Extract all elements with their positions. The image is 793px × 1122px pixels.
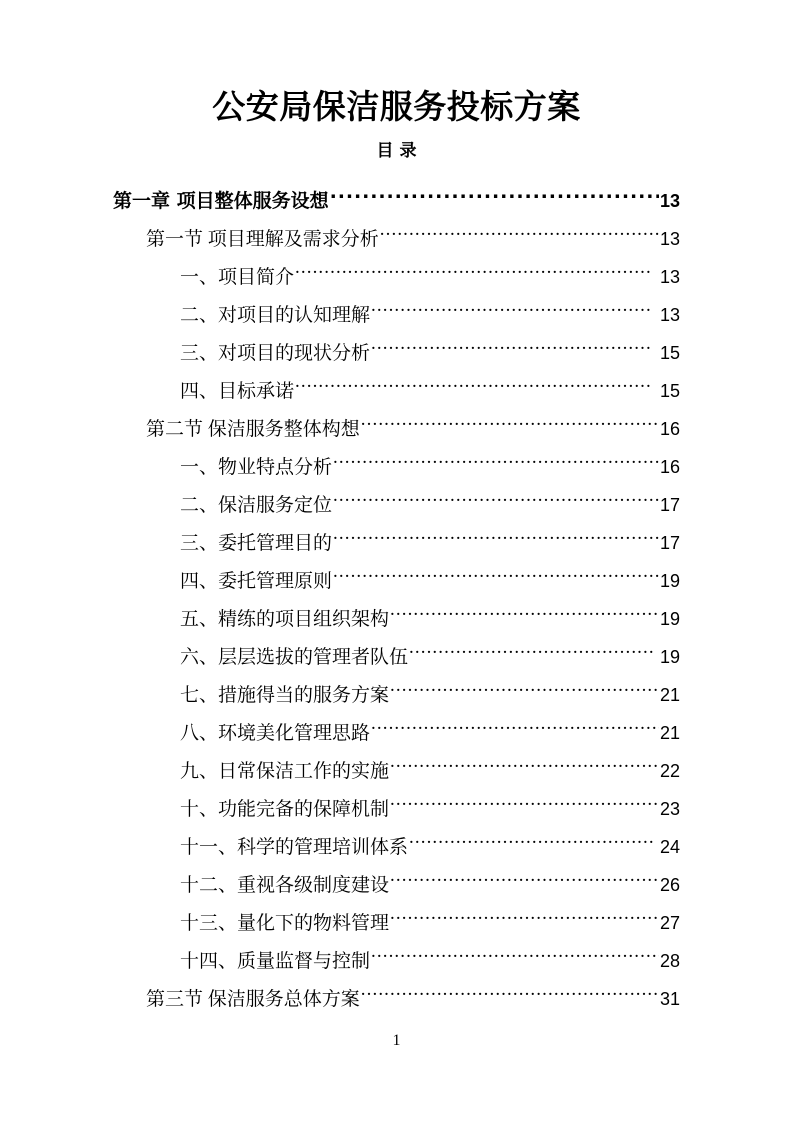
toc-dot-leader [333, 492, 659, 511]
toc-entry[interactable] [0, 220, 793, 258]
toc-entry[interactable] [0, 790, 793, 828]
toc-entry[interactable] [0, 600, 793, 638]
toc-dot-leader [371, 340, 653, 359]
toc-entry-page-number: 21 [659, 723, 680, 743]
toc-dot-leader [330, 188, 659, 207]
toc-dot-leader [390, 682, 659, 701]
toc-entry-label: 十一、科学的管理培训体系 [180, 837, 409, 858]
table-of-contents [0, 182, 793, 1018]
toc-entry[interactable] [0, 334, 793, 372]
toc-entry[interactable] [0, 638, 793, 676]
toc-dot-leader [380, 226, 659, 245]
toc-entry-label: 一、物业特点分析 [180, 457, 333, 478]
toc-entry[interactable] [0, 372, 793, 410]
toc-entry-label: 八、环境美化管理思路 [180, 723, 371, 744]
toc-entry-page-number: 22 [659, 761, 680, 781]
toc-entry-page-number: 17 [659, 533, 680, 553]
toc-entry[interactable] [0, 980, 793, 1018]
toc-entry-label: 一、项目简介 [180, 267, 295, 288]
toc-entry-page-number: 31 [659, 989, 680, 1009]
toc-entry[interactable] [0, 676, 793, 714]
toc-entry-page-number: 21 [659, 685, 680, 705]
toc-entry-page-number: 13 [659, 267, 680, 287]
toc-dot-leader [390, 606, 659, 625]
toc-entry-label: 九、日常保洁工作的实施 [180, 761, 390, 782]
toc-entry-page-number: 16 [659, 419, 680, 439]
table-of-contents-heading: 目 录 [376, 141, 417, 161]
toc-dot-leader [390, 796, 659, 815]
toc-entry-page-number: 23 [659, 799, 680, 819]
toc-entry[interactable] [0, 752, 793, 790]
toc-entry-label: 十四、质量监督与控制 [180, 951, 371, 972]
toc-entry-page-number: 27 [659, 913, 680, 933]
toc-entry[interactable] [0, 866, 793, 904]
toc-entry[interactable] [0, 182, 793, 220]
toc-dot-leader [409, 834, 653, 853]
toc-entry[interactable] [0, 258, 793, 296]
toc-entry[interactable] [0, 524, 793, 562]
toc-dot-leader [371, 720, 659, 739]
toc-entry-label: 三、对项目的现状分析 [180, 343, 371, 364]
toc-entry-label: 第二节 保洁服务整体构想 [146, 419, 360, 440]
toc-dot-leader [333, 530, 659, 549]
toc-entry-page-number: 15 [659, 381, 680, 401]
toc-entry-page-number: 19 [659, 609, 680, 629]
toc-dot-leader [371, 948, 659, 967]
toc-dot-leader [371, 302, 653, 321]
toc-entry-page-number: 16 [659, 457, 680, 477]
toc-entry-page-number: 17 [659, 495, 680, 515]
toc-entry-page-number: 19 [659, 571, 680, 591]
toc-entry-page-number: 24 [659, 837, 680, 857]
toc-entry-label: 十二、重视各级制度建设 [180, 875, 390, 896]
toc-entry-label: 四、目标承诺 [180, 381, 295, 402]
toc-dot-leader [390, 758, 659, 777]
toc-entry-label: 五、精练的项目组织架构 [180, 609, 390, 630]
toc-entry-page-number: 26 [659, 875, 680, 895]
toc-dot-leader [361, 986, 659, 1005]
toc-entry-label: 第一节 项目理解及需求分析 [146, 229, 379, 250]
toc-entry-label: 七、措施得当的服务方案 [180, 685, 390, 706]
toc-entry-label: 二、对项目的认知理解 [180, 305, 371, 326]
toc-entry-page-number: 15 [659, 343, 680, 363]
toc-entry-label: 第三节 保洁服务总体方案 [146, 989, 360, 1010]
toc-entry[interactable] [0, 828, 793, 866]
toc-entry-label: 第一章 项目整体服务设想 [113, 190, 329, 212]
toc-dot-leader [390, 910, 659, 929]
toc-entry-label: 六、层层选拔的管理者队伍 [180, 647, 409, 668]
toc-entry-label: 二、保洁服务定位 [180, 495, 333, 516]
toc-entry-label: 十三、量化下的物料管理 [180, 913, 390, 934]
toc-dot-leader [409, 644, 653, 663]
toc-entry-label: 三、委托管理目的 [180, 533, 333, 554]
toc-entry-label: 十、功能完备的保障机制 [180, 799, 390, 820]
toc-dot-leader [361, 416, 659, 435]
toc-dot-leader [390, 872, 659, 891]
toc-entry[interactable] [0, 904, 793, 942]
toc-entry-page-number: 19 [659, 647, 680, 667]
toc-dot-leader [295, 378, 653, 397]
toc-entry-page-number: 13 [659, 305, 680, 325]
toc-dot-leader [333, 454, 659, 473]
page-number-footer: 1 [392, 1032, 401, 1049]
toc-entry[interactable] [0, 486, 793, 524]
toc-entry-page-number: 13 [659, 229, 680, 249]
toc-entry-page-number: 28 [659, 951, 680, 971]
toc-dot-leader [333, 568, 659, 587]
toc-entry-page-number: 13 [659, 191, 680, 211]
toc-entry[interactable] [0, 714, 793, 752]
toc-entry[interactable] [0, 296, 793, 334]
toc-entry[interactable] [0, 448, 793, 486]
document-title: 公安局保洁服务投标方案 [212, 87, 581, 126]
toc-entry[interactable] [0, 410, 793, 448]
toc-dot-leader [295, 264, 653, 283]
toc-entry-label: 四、委托管理原则 [180, 571, 333, 592]
toc-entry[interactable] [0, 562, 793, 600]
toc-entry[interactable] [0, 942, 793, 980]
